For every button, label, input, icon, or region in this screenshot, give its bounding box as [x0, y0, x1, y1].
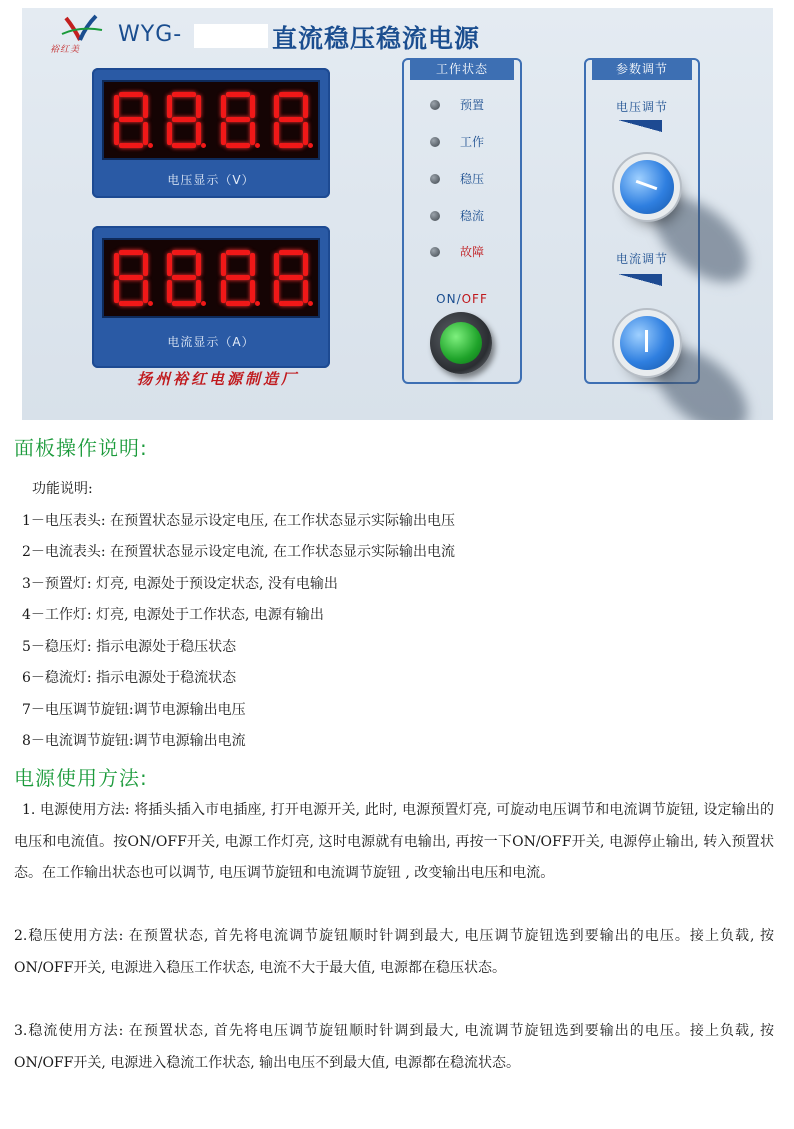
- usage-paragraph: 2.稳压使用方法: 在预置状态, 首先将电流调节旋钮顺时针调到最大, 电压调节旋钮选到要输出的电压。接上负载, 按ON/OFF开关, 电源进入稳压工作状态, 电流不大于最大值, 电源都在稳压状态。: [14, 928, 774, 976]
- led-segment: [250, 253, 255, 276]
- led-segment: [279, 275, 303, 280]
- led-segment: [143, 280, 148, 303]
- list-item: 2－电流表头: 在预置状态显示设定电流, 在工作状态显示实际输出电流: [22, 544, 455, 560]
- led-segment: [114, 253, 119, 276]
- led-segment: [172, 301, 196, 306]
- list-item: 8－电流调节旋钮:调节电源输出电流: [22, 733, 246, 749]
- current-knob-label: 电流调节: [615, 252, 668, 266]
- led-decimal-point: [255, 143, 260, 148]
- led-segment: [114, 122, 119, 145]
- led-digit: [114, 250, 148, 306]
- led-segment: [221, 95, 226, 118]
- section-heading-panel: 面板操作说明:: [14, 436, 148, 460]
- led-segment: [274, 95, 279, 118]
- voltage-knob[interactable]: [620, 160, 674, 214]
- list-item: 5－稳压灯: 指示电源处于稳压状态: [22, 639, 237, 655]
- lamp-icon: [430, 100, 440, 110]
- status-box-title: 工作状态: [410, 58, 514, 80]
- power-button[interactable]: [430, 312, 492, 374]
- voltage-display: [92, 68, 330, 198]
- led-segment: [279, 117, 303, 122]
- led-segment: [279, 250, 303, 255]
- led-segment: [279, 301, 303, 306]
- led-digit: [274, 92, 308, 148]
- logo-text: 裕红美: [50, 45, 81, 55]
- led-segment: [196, 95, 201, 118]
- led-segment: [303, 122, 308, 145]
- usage-paragraph: 3.稳流使用方法: 在预置状态, 首先将电压调节旋钮顺时针调到最大, 电流调节旋钮选到要输出的电压。接上负载, 按ON/OFF开关, 电源进入稳流工作状态, 输出电压不到最大值, 电源都在稳流状态。: [14, 1023, 774, 1071]
- current-display-label: 电流显示（A）: [167, 335, 255, 349]
- led-segment: [274, 122, 279, 145]
- led-segment: [196, 280, 201, 303]
- led-segment: [196, 253, 201, 276]
- led-digit: [114, 92, 148, 148]
- company-name: 扬州裕红电源制造厂: [136, 370, 299, 388]
- indicator-label: 预置: [460, 98, 485, 112]
- led-segment: [119, 143, 143, 148]
- voltage-knob-label: 电压调节: [615, 100, 668, 114]
- led-digit: [221, 92, 255, 148]
- current-knob[interactable]: [620, 316, 674, 370]
- current-display: [92, 226, 330, 368]
- led-segment: [250, 122, 255, 145]
- product-name: 直流稳压稳流电源: [272, 24, 481, 53]
- led-segment: [279, 143, 303, 148]
- led-segment: [303, 280, 308, 303]
- model-redaction: [194, 24, 268, 48]
- led-segment: [226, 250, 250, 255]
- led-segment: [172, 92, 196, 97]
- status-box: [402, 58, 522, 384]
- led-digit: [167, 92, 201, 148]
- list-item: 3－预置灯: 灯亮, 电源处于预设定状态, 没有电输出: [22, 576, 338, 592]
- led-segment: [143, 253, 148, 276]
- current-led-readout: [102, 238, 320, 318]
- led-segment: [143, 122, 148, 145]
- led-segment: [172, 250, 196, 255]
- led-segment: [250, 280, 255, 303]
- panel-header: [22, 8, 773, 55]
- led-segment: [303, 95, 308, 118]
- onoff-label: [404, 292, 520, 306]
- led-decimal-point: [201, 143, 206, 148]
- led-segment: [119, 301, 143, 306]
- usage-paragraph: 1. 电源使用方法: 将插头插入市电插座, 打开电源开关, 此时, 电源预置灯亮, 可旋动电压调节和电流调节旋钮, 设定输出的电压和电流值。按ON/OFF开关, 电源工作灯亮, 这时电源就有电输出, 再按一下ON/OFF开关, 电源停止输出, 转入预置状态。在工作输出状态也可以调节, 电压调节旋钮和电流调节旋钮 , 改变输出电压和电流。: [14, 802, 774, 881]
- led-segment: [226, 275, 250, 280]
- led-decimal-point: [148, 143, 153, 148]
- led-decimal-point: [201, 301, 206, 306]
- led-digit: [221, 250, 255, 306]
- voltage-display-label: 电压显示（V）: [167, 173, 255, 187]
- led-decimal-point: [308, 301, 313, 306]
- function-intro: 功能说明:: [32, 481, 93, 497]
- list-item: 7－电压调节旋钮:调节电源输出电压: [22, 702, 246, 718]
- model-number: WYG-: [118, 22, 183, 47]
- lamp-icon: [430, 211, 440, 221]
- led-segment: [250, 95, 255, 118]
- led-segment: [279, 92, 303, 97]
- param-box: [584, 58, 700, 384]
- lamp-icon: [430, 137, 440, 147]
- section-heading-usage: 电源使用方法:: [14, 766, 148, 790]
- list-item: 6－稳流灯: 指示电源处于稳流状态: [22, 670, 237, 686]
- led-segment: [143, 95, 148, 118]
- led-segment: [114, 280, 119, 303]
- ramp-icon: [618, 120, 662, 132]
- led-segment: [167, 122, 172, 145]
- led-segment: [196, 122, 201, 145]
- ramp-icon: [618, 274, 662, 286]
- led-segment: [221, 122, 226, 145]
- indicator-label: 稳流: [460, 209, 485, 223]
- led-segment: [119, 92, 143, 97]
- led-segment: [119, 275, 143, 280]
- power-supply-panel-photo: [22, 8, 773, 420]
- led-segment: [226, 117, 250, 122]
- led-segment: [274, 253, 279, 276]
- led-segment: [172, 275, 196, 280]
- list-item: 4－工作灯: 灯亮, 电源处于工作状态, 电源有输出: [22, 607, 324, 623]
- indicator-label: 工作: [460, 135, 485, 149]
- indicator-label: 故障: [460, 245, 485, 259]
- led-segment: [167, 253, 172, 276]
- param-box-title: 参数调节: [592, 58, 692, 80]
- led-segment: [226, 301, 250, 306]
- lamp-icon: [430, 174, 440, 184]
- led-decimal-point: [255, 301, 260, 306]
- led-segment: [226, 92, 250, 97]
- led-segment: [274, 280, 279, 303]
- voltage-led-readout: [102, 80, 320, 160]
- led-segment: [221, 253, 226, 276]
- led-segment: [119, 117, 143, 122]
- led-segment: [172, 143, 196, 148]
- led-segment: [226, 143, 250, 148]
- led-segment: [119, 250, 143, 255]
- onoff-off-text: OFF: [461, 292, 488, 306]
- onoff-on-text: ON/: [436, 292, 462, 306]
- led-decimal-point: [148, 301, 153, 306]
- led-digit: [274, 250, 308, 306]
- lamp-icon: [430, 247, 440, 257]
- led-segment: [167, 280, 172, 303]
- indicator-label: 稳压: [460, 172, 485, 186]
- led-digit: [167, 250, 201, 306]
- led-segment: [167, 95, 172, 118]
- led-segment: [172, 117, 196, 122]
- led-segment: [114, 95, 119, 118]
- led-decimal-point: [308, 143, 313, 148]
- led-segment: [303, 253, 308, 276]
- led-segment: [221, 280, 226, 303]
- list-item: 1－电压表头: 在预置状态显示设定电压, 在工作状态显示实际输出电压: [22, 513, 455, 529]
